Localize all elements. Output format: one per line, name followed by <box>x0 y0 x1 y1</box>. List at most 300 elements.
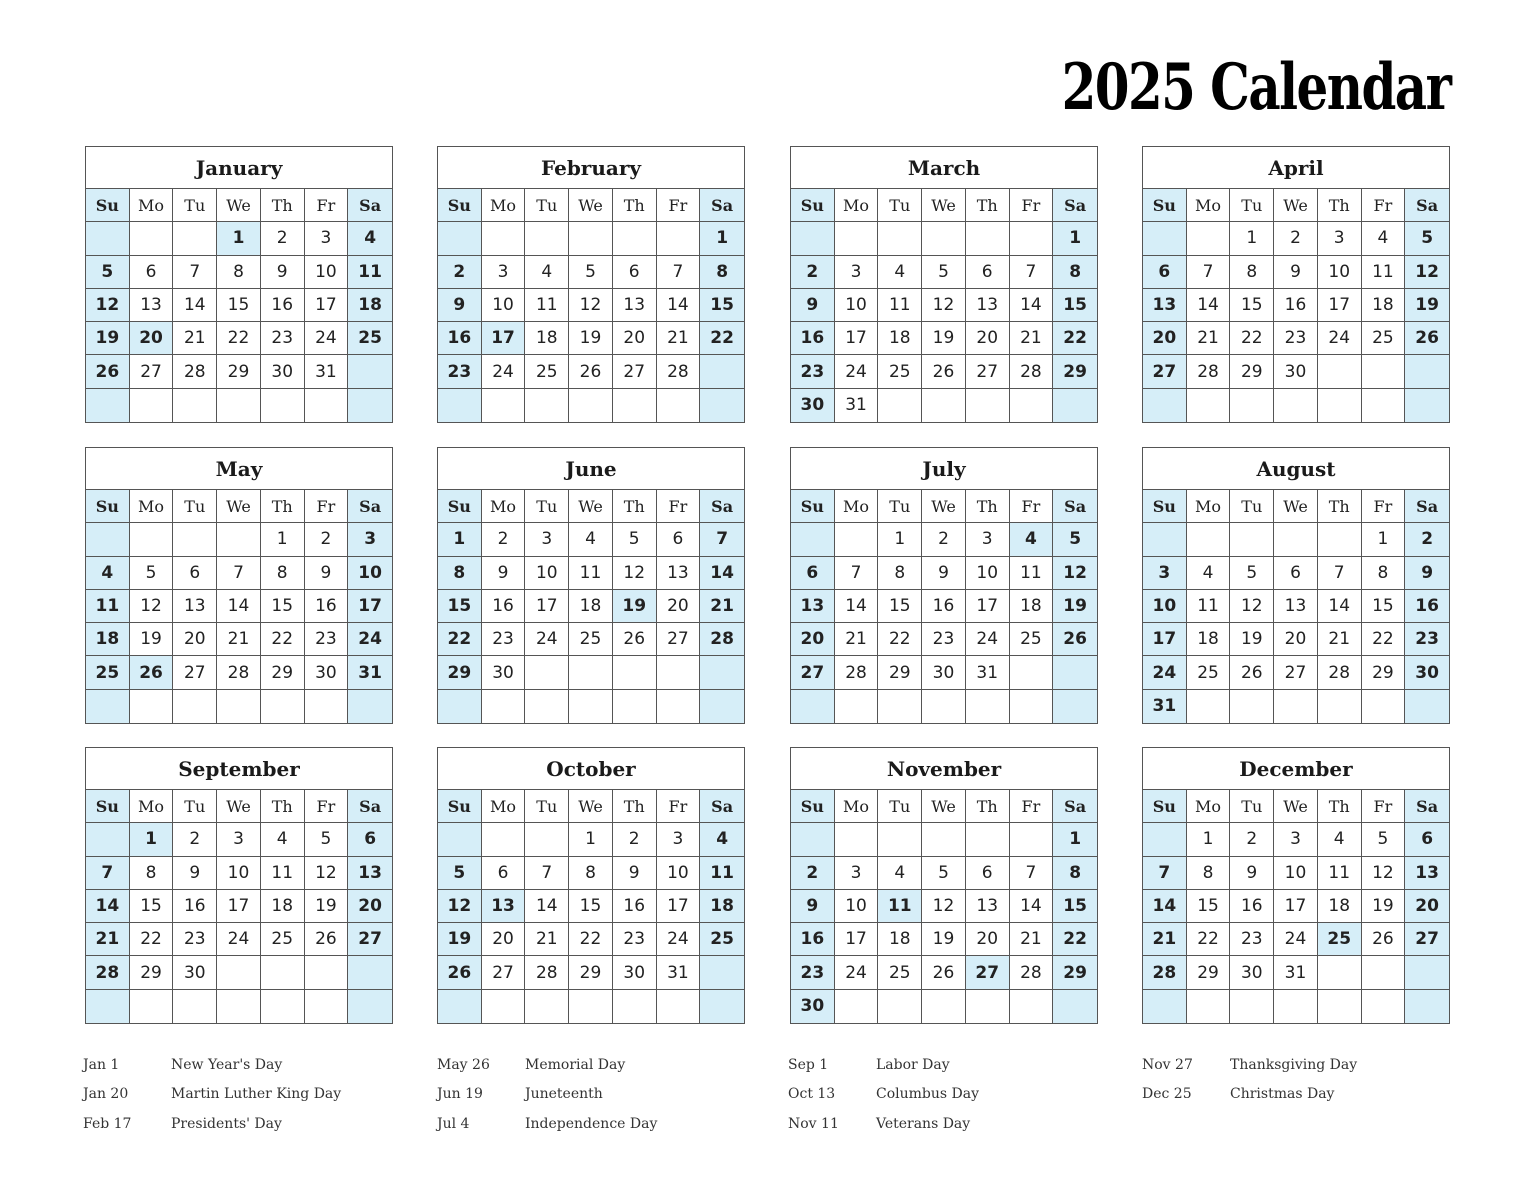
month-may <box>85 447 393 724</box>
empty-cell <box>525 823 569 856</box>
day-cell: 17 <box>1318 289 1362 322</box>
weekday-header: Fr <box>1010 490 1054 523</box>
weekday-header: We <box>1274 490 1318 523</box>
empty-cell <box>922 690 966 723</box>
month-days-grid <box>791 189 1097 422</box>
day-cell: 4 <box>1318 823 1362 856</box>
weekday-header: Tu <box>878 790 922 823</box>
weekday-header: Th <box>613 490 657 523</box>
day-cell: 7 <box>657 256 701 289</box>
empty-cell <box>438 990 482 1023</box>
day-cell: 22 <box>438 623 482 656</box>
day-cell: 9 <box>791 289 835 322</box>
month-february <box>437 146 745 423</box>
weekday-header: Fr <box>305 189 349 222</box>
weekday-header: Mo <box>130 490 174 523</box>
day-cell: 5 <box>1405 222 1449 255</box>
day-cell: 19 <box>86 322 130 355</box>
day-cell: 19 <box>1053 590 1097 623</box>
day-cell: 14 <box>525 890 569 923</box>
holiday-column <box>1142 1050 1462 1109</box>
day-cell: 29 <box>1362 656 1406 689</box>
day-cell: 28 <box>1187 355 1231 388</box>
day-cell: 21 <box>173 322 217 355</box>
day-cell: 10 <box>348 557 392 590</box>
weekday-header: Su <box>791 490 835 523</box>
empty-cell <box>482 690 526 723</box>
month-days-grid <box>86 490 392 723</box>
day-cell: 7 <box>1010 256 1054 289</box>
day-cell: 1 <box>1230 222 1274 255</box>
day-cell: 20 <box>966 923 1010 956</box>
empty-cell <box>878 389 922 422</box>
day-cell: 23 <box>791 355 835 388</box>
day-cell: 13 <box>482 890 526 923</box>
day-cell: 8 <box>438 557 482 590</box>
day-cell: 1 <box>1362 523 1406 556</box>
day-cell: 14 <box>1187 289 1231 322</box>
day-cell: 15 <box>1187 890 1231 923</box>
day-cell: 6 <box>348 823 392 856</box>
day-cell: 14 <box>1010 289 1054 322</box>
day-cell: 17 <box>525 590 569 623</box>
day-cell: 20 <box>657 590 701 623</box>
empty-cell <box>1187 389 1231 422</box>
day-cell: 22 <box>700 322 744 355</box>
day-cell: 22 <box>1053 322 1097 355</box>
day-cell: 30 <box>613 956 657 989</box>
day-cell: 16 <box>305 590 349 623</box>
weekday-header: Th <box>261 189 305 222</box>
empty-cell <box>1405 355 1449 388</box>
holiday-row <box>83 1080 403 1110</box>
empty-cell <box>878 690 922 723</box>
empty-cell <box>348 690 392 723</box>
empty-cell <box>217 523 261 556</box>
day-cell: 5 <box>86 256 130 289</box>
day-cell: 24 <box>482 355 526 388</box>
weekday-header: Sa <box>700 790 744 823</box>
day-cell: 3 <box>966 523 1010 556</box>
day-cell: 12 <box>305 857 349 890</box>
day-cell: 25 <box>1362 322 1406 355</box>
day-cell: 2 <box>791 857 835 890</box>
empty-cell <box>482 823 526 856</box>
day-cell: 23 <box>305 623 349 656</box>
empty-cell <box>261 990 305 1023</box>
day-cell: 1 <box>217 222 261 255</box>
empty-cell <box>482 990 526 1023</box>
day-cell: 26 <box>1230 656 1274 689</box>
day-cell: 25 <box>878 355 922 388</box>
weekday-header: Tu <box>525 189 569 222</box>
day-cell: 9 <box>922 557 966 590</box>
day-cell: 5 <box>922 857 966 890</box>
empty-cell <box>1053 656 1097 689</box>
day-cell: 2 <box>613 823 657 856</box>
weekday-header: Th <box>1318 189 1362 222</box>
day-cell: 10 <box>217 857 261 890</box>
day-cell: 5 <box>438 857 482 890</box>
day-cell: 20 <box>966 322 1010 355</box>
day-cell: 11 <box>1187 590 1231 623</box>
day-cell: 24 <box>1274 923 1318 956</box>
day-cell: 8 <box>1187 857 1231 890</box>
empty-cell <box>1230 690 1274 723</box>
month-november <box>790 747 1098 1024</box>
day-cell: 21 <box>835 623 879 656</box>
day-cell: 17 <box>217 890 261 923</box>
day-cell: 5 <box>1362 823 1406 856</box>
day-cell: 15 <box>217 289 261 322</box>
day-cell: 1 <box>261 523 305 556</box>
day-cell: 8 <box>1230 256 1274 289</box>
empty-cell <box>261 690 305 723</box>
weekday-header: We <box>922 189 966 222</box>
weekday-header: Fr <box>657 490 701 523</box>
month-july <box>790 447 1098 724</box>
empty-cell <box>922 389 966 422</box>
weekday-header: Su <box>1143 790 1187 823</box>
day-cell: 14 <box>86 890 130 923</box>
weekday-header: Th <box>1318 490 1362 523</box>
day-cell: 10 <box>1318 256 1362 289</box>
day-cell: 20 <box>130 322 174 355</box>
weekday-header: Mo <box>1187 490 1231 523</box>
day-cell: 30 <box>791 990 835 1023</box>
day-cell: 27 <box>1143 355 1187 388</box>
empty-cell <box>1230 990 1274 1023</box>
weekday-header: Tu <box>173 189 217 222</box>
empty-cell <box>657 656 701 689</box>
day-cell: 22 <box>261 623 305 656</box>
day-cell: 20 <box>1274 623 1318 656</box>
holiday-name: Presidents' Day <box>171 1115 282 1132</box>
day-cell: 13 <box>1274 590 1318 623</box>
day-cell: 19 <box>438 923 482 956</box>
weekday-header: We <box>569 189 613 222</box>
day-cell: 24 <box>525 623 569 656</box>
empty-cell <box>525 389 569 422</box>
weekday-header: Fr <box>657 790 701 823</box>
month-days-grid <box>86 790 392 1023</box>
empty-cell <box>835 690 879 723</box>
day-cell: 6 <box>791 557 835 590</box>
empty-cell <box>791 222 835 255</box>
empty-cell <box>657 389 701 422</box>
day-cell: 15 <box>438 590 482 623</box>
month-name: November <box>791 748 1097 790</box>
empty-cell <box>1405 389 1449 422</box>
day-cell: 30 <box>482 656 526 689</box>
month-days-grid <box>1143 189 1449 422</box>
day-cell: 15 <box>878 590 922 623</box>
day-cell: 12 <box>1405 256 1449 289</box>
day-cell: 11 <box>525 289 569 322</box>
day-cell: 25 <box>1010 623 1054 656</box>
weekday-header: We <box>569 490 613 523</box>
day-cell: 7 <box>217 557 261 590</box>
empty-cell <box>1143 523 1187 556</box>
empty-cell <box>966 690 1010 723</box>
day-cell: 19 <box>569 322 613 355</box>
month-days-grid <box>791 490 1097 723</box>
weekday-header: Tu <box>525 490 569 523</box>
day-cell: 1 <box>700 222 744 255</box>
month-name: March <box>791 147 1097 189</box>
empty-cell <box>348 956 392 989</box>
holiday-date: Sep 1 <box>788 1056 829 1073</box>
day-cell: 23 <box>791 956 835 989</box>
day-cell: 26 <box>438 956 482 989</box>
month-january <box>85 146 393 423</box>
day-cell: 24 <box>835 355 879 388</box>
day-cell: 25 <box>525 355 569 388</box>
day-cell: 10 <box>835 289 879 322</box>
empty-cell <box>173 222 217 255</box>
day-cell: 6 <box>173 557 217 590</box>
day-cell: 1 <box>1053 222 1097 255</box>
day-cell: 28 <box>86 956 130 989</box>
day-cell: 12 <box>1362 857 1406 890</box>
day-cell: 20 <box>173 623 217 656</box>
day-cell: 10 <box>657 857 701 890</box>
day-cell: 26 <box>569 355 613 388</box>
month-days-grid <box>438 490 744 723</box>
day-cell: 18 <box>261 890 305 923</box>
weekday-header: Fr <box>305 790 349 823</box>
day-cell: 20 <box>482 923 526 956</box>
day-cell: 13 <box>173 590 217 623</box>
month-september <box>85 747 393 1024</box>
day-cell: 30 <box>791 389 835 422</box>
day-cell: 10 <box>1143 590 1187 623</box>
weekday-header: Mo <box>482 790 526 823</box>
empty-cell <box>1053 990 1097 1023</box>
holiday-column <box>83 1050 403 1139</box>
weekday-header: Sa <box>348 189 392 222</box>
weekday-header: Tu <box>878 189 922 222</box>
weekday-header: Sa <box>1405 490 1449 523</box>
day-cell: 24 <box>657 923 701 956</box>
empty-cell <box>1318 690 1362 723</box>
weekday-header: Th <box>261 790 305 823</box>
day-cell: 21 <box>700 590 744 623</box>
day-cell: 2 <box>1230 823 1274 856</box>
holiday-row <box>437 1050 757 1080</box>
holiday-date: May 26 <box>437 1056 490 1073</box>
empty-cell <box>657 990 701 1023</box>
day-cell: 7 <box>1187 256 1231 289</box>
empty-cell <box>1362 990 1406 1023</box>
day-cell: 9 <box>791 890 835 923</box>
day-cell: 16 <box>438 322 482 355</box>
day-cell: 10 <box>305 256 349 289</box>
day-cell: 30 <box>922 656 966 689</box>
month-april <box>1142 146 1450 423</box>
day-cell: 18 <box>1318 890 1362 923</box>
day-cell: 25 <box>261 923 305 956</box>
day-cell: 3 <box>217 823 261 856</box>
day-cell: 30 <box>173 956 217 989</box>
empty-cell <box>1362 389 1406 422</box>
empty-cell <box>1274 389 1318 422</box>
holiday-row <box>788 1050 1108 1080</box>
weekday-header: Su <box>86 189 130 222</box>
empty-cell <box>922 990 966 1023</box>
weekday-header: Fr <box>1362 490 1406 523</box>
empty-cell <box>1274 523 1318 556</box>
day-cell: 16 <box>1274 289 1318 322</box>
empty-cell <box>1230 389 1274 422</box>
empty-cell <box>878 990 922 1023</box>
day-cell: 14 <box>1010 890 1054 923</box>
holiday-date: Dec 25 <box>1142 1086 1192 1103</box>
day-cell: 27 <box>1274 656 1318 689</box>
day-cell: 31 <box>835 389 879 422</box>
empty-cell <box>1143 222 1187 255</box>
holiday-row <box>1142 1050 1462 1080</box>
day-cell: 4 <box>1187 557 1231 590</box>
day-cell: 3 <box>835 256 879 289</box>
empty-cell <box>1143 389 1187 422</box>
month-name: February <box>438 147 744 189</box>
empty-cell <box>922 823 966 856</box>
day-cell: 26 <box>1053 623 1097 656</box>
weekday-header: We <box>569 790 613 823</box>
day-cell: 22 <box>878 623 922 656</box>
empty-cell <box>1318 355 1362 388</box>
day-cell: 22 <box>130 923 174 956</box>
day-cell: 20 <box>1405 890 1449 923</box>
empty-cell <box>173 690 217 723</box>
holiday-name: Christmas Day <box>1230 1086 1335 1103</box>
empty-cell <box>1143 823 1187 856</box>
day-cell: 9 <box>1274 256 1318 289</box>
day-cell: 21 <box>217 623 261 656</box>
day-cell: 15 <box>1053 289 1097 322</box>
weekday-header: Tu <box>1230 790 1274 823</box>
day-cell: 8 <box>1053 256 1097 289</box>
empty-cell <box>966 823 1010 856</box>
day-cell: 29 <box>878 656 922 689</box>
day-cell: 2 <box>305 523 349 556</box>
day-cell: 31 <box>305 355 349 388</box>
day-cell: 16 <box>922 590 966 623</box>
day-cell: 17 <box>482 322 526 355</box>
day-cell: 22 <box>1362 623 1406 656</box>
day-cell: 11 <box>1010 557 1054 590</box>
day-cell: 26 <box>305 923 349 956</box>
day-cell: 21 <box>657 322 701 355</box>
day-cell: 8 <box>130 857 174 890</box>
day-cell: 25 <box>1318 923 1362 956</box>
holiday-name: Labor Day <box>876 1056 950 1073</box>
month-days-grid <box>1143 490 1449 723</box>
holiday-row <box>83 1050 403 1080</box>
holiday-date: Jul 4 <box>437 1115 470 1132</box>
day-cell: 3 <box>525 523 569 556</box>
weekday-header: Su <box>1143 189 1187 222</box>
day-cell: 6 <box>657 523 701 556</box>
day-cell: 2 <box>1405 523 1449 556</box>
day-cell: 7 <box>835 557 879 590</box>
day-cell: 10 <box>966 557 1010 590</box>
day-cell: 15 <box>1362 590 1406 623</box>
day-cell: 23 <box>922 623 966 656</box>
day-cell: 21 <box>1143 923 1187 956</box>
day-cell: 27 <box>130 355 174 388</box>
holiday-name: Columbus Day <box>876 1086 980 1103</box>
day-cell: 9 <box>305 557 349 590</box>
day-cell: 3 <box>482 256 526 289</box>
day-cell: 4 <box>1362 222 1406 255</box>
empty-cell <box>1362 355 1406 388</box>
day-cell: 25 <box>878 956 922 989</box>
empty-cell <box>305 956 349 989</box>
day-cell: 26 <box>613 623 657 656</box>
empty-cell <box>305 990 349 1023</box>
day-cell: 16 <box>613 890 657 923</box>
holiday-date: Oct 13 <box>788 1086 836 1103</box>
day-cell: 26 <box>922 956 966 989</box>
day-cell: 4 <box>261 823 305 856</box>
holiday-date: Jan 1 <box>83 1056 120 1073</box>
day-cell: 7 <box>700 523 744 556</box>
day-cell: 5 <box>569 256 613 289</box>
empty-cell <box>305 690 349 723</box>
month-name: September <box>86 748 392 790</box>
day-cell: 5 <box>1230 557 1274 590</box>
day-cell: 6 <box>966 857 1010 890</box>
day-cell: 20 <box>348 890 392 923</box>
empty-cell <box>613 990 657 1023</box>
holiday-name: New Year's Day <box>171 1056 283 1073</box>
day-cell: 7 <box>525 857 569 890</box>
day-cell: 22 <box>1187 923 1231 956</box>
weekday-header: We <box>922 790 966 823</box>
empty-cell <box>438 823 482 856</box>
empty-cell <box>482 389 526 422</box>
weekday-header: Fr <box>1362 189 1406 222</box>
day-cell: 16 <box>1405 590 1449 623</box>
weekday-header: Mo <box>835 490 879 523</box>
empty-cell <box>835 990 879 1023</box>
holiday-date: Jun 19 <box>437 1086 483 1103</box>
day-cell: 3 <box>835 857 879 890</box>
empty-cell <box>261 956 305 989</box>
day-cell: 22 <box>1230 322 1274 355</box>
day-cell: 13 <box>966 890 1010 923</box>
day-cell: 6 <box>1143 256 1187 289</box>
day-cell: 11 <box>878 289 922 322</box>
day-cell: 12 <box>613 557 657 590</box>
day-cell: 21 <box>1318 623 1362 656</box>
weekday-header: Th <box>613 790 657 823</box>
day-cell: 16 <box>1230 890 1274 923</box>
day-cell: 27 <box>613 355 657 388</box>
empty-cell <box>130 990 174 1023</box>
day-cell: 24 <box>966 623 1010 656</box>
day-cell: 4 <box>700 823 744 856</box>
holiday-date: Jan 20 <box>83 1086 129 1103</box>
day-cell: 27 <box>173 656 217 689</box>
empty-cell <box>1274 990 1318 1023</box>
day-cell: 15 <box>569 890 613 923</box>
day-cell: 3 <box>1318 222 1362 255</box>
month-name: July <box>791 448 1097 490</box>
day-cell: 8 <box>878 557 922 590</box>
